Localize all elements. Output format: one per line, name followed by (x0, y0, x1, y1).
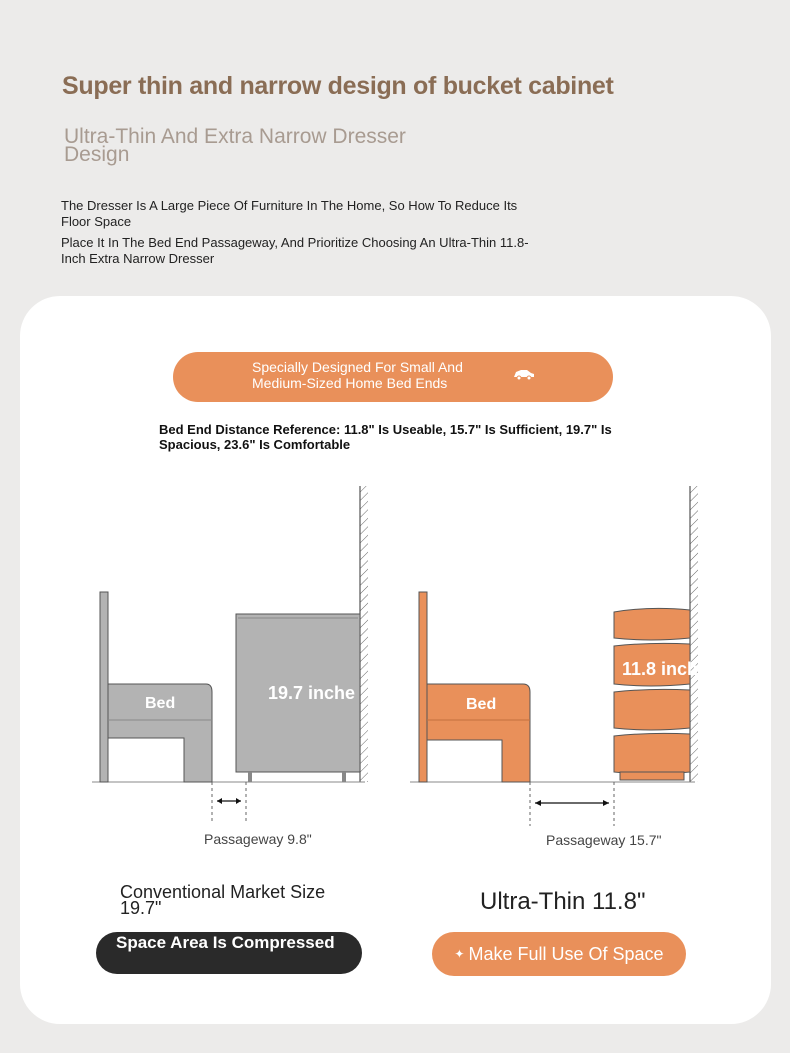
full-use-badge (432, 932, 686, 976)
page-subtitle: Ultra-Thin And Extra Narrow Dresser Design (64, 125, 406, 166)
right-wall (690, 486, 698, 782)
right-bed-label: Bed (466, 696, 497, 713)
sparkle-icon: ✦ (454, 947, 465, 961)
left-scene (92, 486, 368, 822)
right-dresser (614, 608, 690, 780)
conventional-size-title: Conventional Market Size 19.7" (120, 882, 326, 918)
space-compressed-badge: Space Area Is Compressed (96, 932, 362, 974)
car-icon (512, 367, 536, 381)
left-dresser-size: 19.7 inche (268, 683, 356, 703)
page-title: Super thin and narrow design of bucket cabinet (62, 72, 614, 100)
feature-pill-text: Specially Designed For Small And Medium-Sized Home Bed Ends (252, 359, 463, 391)
ultra-thin-title: Ultra-Thin 11.8" (480, 888, 646, 915)
left-wall (360, 486, 368, 782)
right-passageway-label: Passageway 15.7" (546, 832, 662, 848)
full-use-label: Make Full Use Of Space (468, 943, 664, 964)
right-dresser-size: 11.8 inches (622, 659, 719, 679)
description-1: The Dresser Is A Large Piece Of Furniture In The Home, So How To Reduce Its Floor Space (61, 198, 518, 229)
left-bed-headboard (100, 592, 108, 782)
distance-reference: Bed End Distance Reference: 11.8" Is Useable, 15.7" Is Sufficient, 19.7" Is Spacious, 23.6" Is Comfortable (159, 422, 612, 452)
left-passageway-label: Passageway 9.8" (204, 831, 312, 847)
right-scene (410, 486, 698, 826)
description-2: Place It In The Bed End Passageway, And Prioritize Choosing An Ultra-Thin 11.8-Inch Extra Narrow Dresser (61, 235, 529, 266)
right-bed-headboard (419, 592, 427, 782)
left-bed-label: Bed (145, 695, 176, 712)
